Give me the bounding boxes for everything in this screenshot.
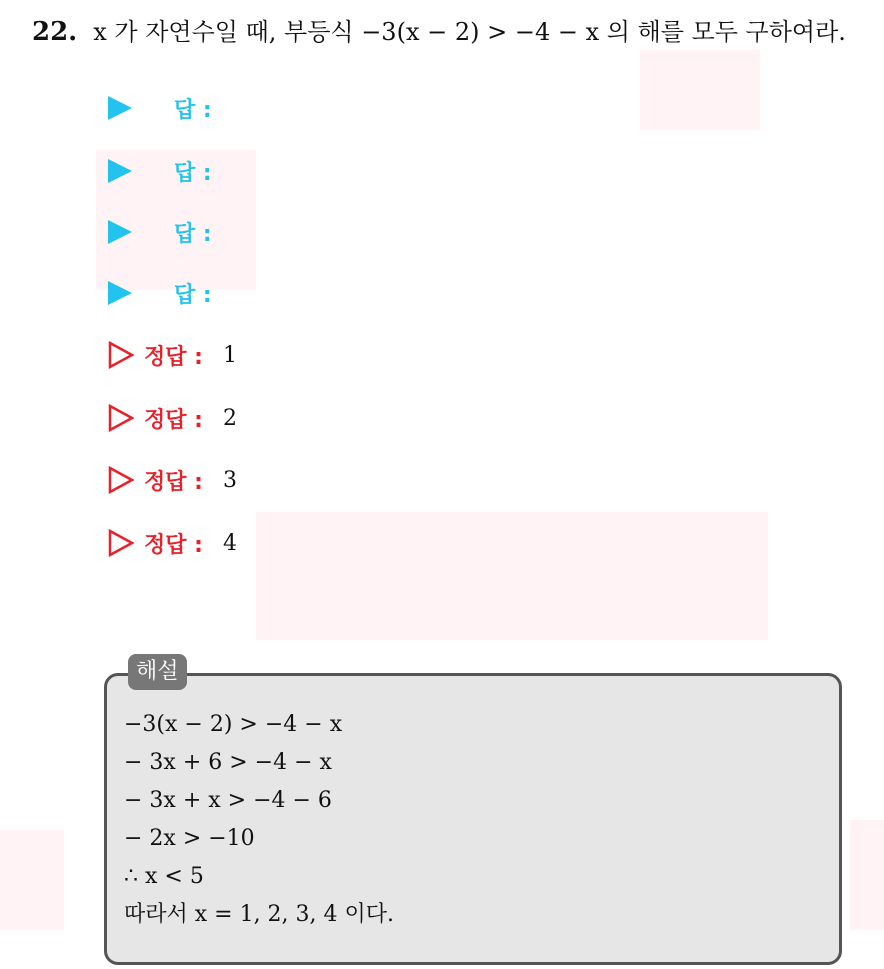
correct-answer-label: 정답 :	[144, 469, 203, 495]
answer-label: 답 :	[174, 282, 212, 308]
play-triangle-icon	[108, 220, 132, 244]
correct-answer-value: 1	[222, 342, 237, 368]
answer-blank-row[interactable]	[108, 88, 212, 128]
correct-answer-label: 정답 :	[144, 344, 203, 370]
background-tint	[850, 820, 884, 930]
outline-triangle-icon	[108, 466, 134, 494]
correct-answer-value: 3	[222, 467, 237, 493]
correct-answer-label: 정답 :	[144, 407, 203, 433]
correct-answer-value: 4	[222, 530, 237, 556]
solution-tab: 해설	[128, 654, 187, 690]
solution-line: −3(x − 2) > −4 − x	[124, 712, 343, 737]
background-tint	[256, 512, 768, 640]
correct-answer-row	[108, 398, 237, 438]
solution-lines	[124, 706, 394, 934]
answer-label: 답 :	[174, 160, 212, 186]
solution-line: − 2x > −10	[124, 826, 255, 851]
question-text: x 가 자연수일 때, 부등식 −3(x − 2) > −4 − x 의 해를 모두 구하여라.	[93, 18, 846, 46]
correct-answer-row	[108, 523, 237, 563]
outline-triangle-icon	[108, 341, 134, 369]
background-tint	[640, 50, 760, 130]
answer-label: 답 :	[174, 221, 212, 247]
question-number: 22.	[32, 17, 78, 47]
outline-triangle-icon	[108, 404, 134, 432]
outline-triangle-icon	[108, 529, 134, 557]
play-triangle-icon	[108, 96, 132, 120]
correct-answer-row	[108, 460, 237, 500]
correct-answer-value: 2	[222, 405, 237, 431]
answer-blank-row[interactable]	[108, 212, 212, 252]
correct-answer-label: 정답 :	[144, 532, 203, 558]
answer-label: 답 :	[174, 97, 212, 123]
background-tint	[0, 830, 64, 930]
answer-blank-row[interactable]	[108, 273, 212, 313]
play-triangle-icon	[108, 281, 132, 305]
correct-answer-row	[108, 335, 237, 375]
solution-line: − 3x + x > −4 − 6	[124, 788, 332, 813]
question	[32, 12, 872, 52]
play-triangle-icon	[108, 159, 132, 183]
solution-line: 따라서 x = 1, 2, 3, 4 이다.	[124, 902, 395, 927]
solution-line: − 3x + 6 > −4 − x	[124, 750, 332, 775]
answer-blank-row[interactable]	[108, 151, 212, 191]
solution-line: ∴ x < 5	[124, 864, 204, 889]
